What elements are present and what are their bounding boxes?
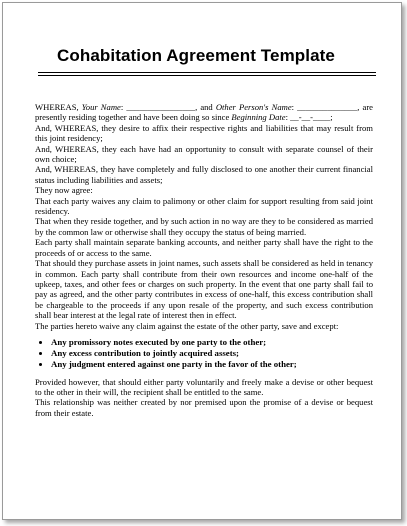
clause-paragraph: And, WHEREAS, they have completely and fully disclosed to one another their current financial status including liabilities and assets; <box>35 164 373 185</box>
document-body <box>35 102 373 418</box>
your-name-field-label: Your Name <box>81 102 121 112</box>
clause-paragraph: That when they reside together, and by such action in no way are they to be considered as married by the common law or otherwise shall they occupy the status of being married. <box>35 216 373 237</box>
other-person-name-field-label: Other Person's Name <box>215 102 292 112</box>
document-title: Cohabitation Agreement Template <box>57 46 335 65</box>
title-rule-thick <box>38 72 376 73</box>
list-item: • Any excess contribution to jointly acquired assets; <box>51 348 373 359</box>
whereas-text-4: : __-__-____; <box>285 112 333 123</box>
clause-paragraph: That should they purchase assets in joint names, such assets shall be considered as held in tenancy in common. Each party shall contribute from their own resources and income one-half of the upkeep, taxes, and other fees or charges on such property. In the event that one party shall fail to pay as agreed, and the other party contributes in excess of one-half, this excess contribution shall be chargeable to the proceeds if any upon resale of the property, and such excess contribution shall bear interest at the legal rate of interest then in effect. <box>35 258 373 321</box>
clause-paragraph: Provided however, that should either party voluntarily and freely make a devise or other bequest to the other in their will, the recipient shall be entitled to the same. <box>35 376 373 397</box>
clause-paragraph: Each party shall maintain separate banking accounts, and neither party shall have the right to the proceeds of or access to the same. <box>35 237 373 258</box>
clause-paragraph: They now agree: <box>35 185 93 196</box>
clause-paragraph: And, WHEREAS, they each have had an opportunity to consult with separate counsel of their own choice; <box>35 143 373 165</box>
exceptions-list <box>35 337 373 371</box>
clause-paragraph: That each party waives any claim to palimony or other claim for support resulting from said joint residency. <box>35 195 373 217</box>
clause-paragraph: This relationship was neither created by nor premised upon the promise of a devise or bequest from their estate. <box>35 397 373 418</box>
clause-paragraph: The parties hereto waive any claim against the estate of the other party, save and except: <box>35 320 339 331</box>
list-item: • Any judgment entered against one party in the favor of the other; <box>51 359 373 370</box>
title-rule-thin <box>38 75 376 76</box>
list-item: • Any promissory notes executed by one party to the other; <box>51 337 373 348</box>
whereas-text-3: : ______________, are presently residing together and have been doing so since <box>35 102 373 123</box>
clause-paragraph: And, WHEREAS, they desire to affix their respective rights and liabilities that may result from this joint residency; <box>35 122 373 144</box>
beginning-date-field-label: Beginning Date <box>231 112 286 123</box>
whereas-text-1: WHEREAS, <box>35 102 82 112</box>
whereas-text-2: : ________________, and <box>120 102 216 112</box>
whereas-paragraph <box>35 102 373 123</box>
